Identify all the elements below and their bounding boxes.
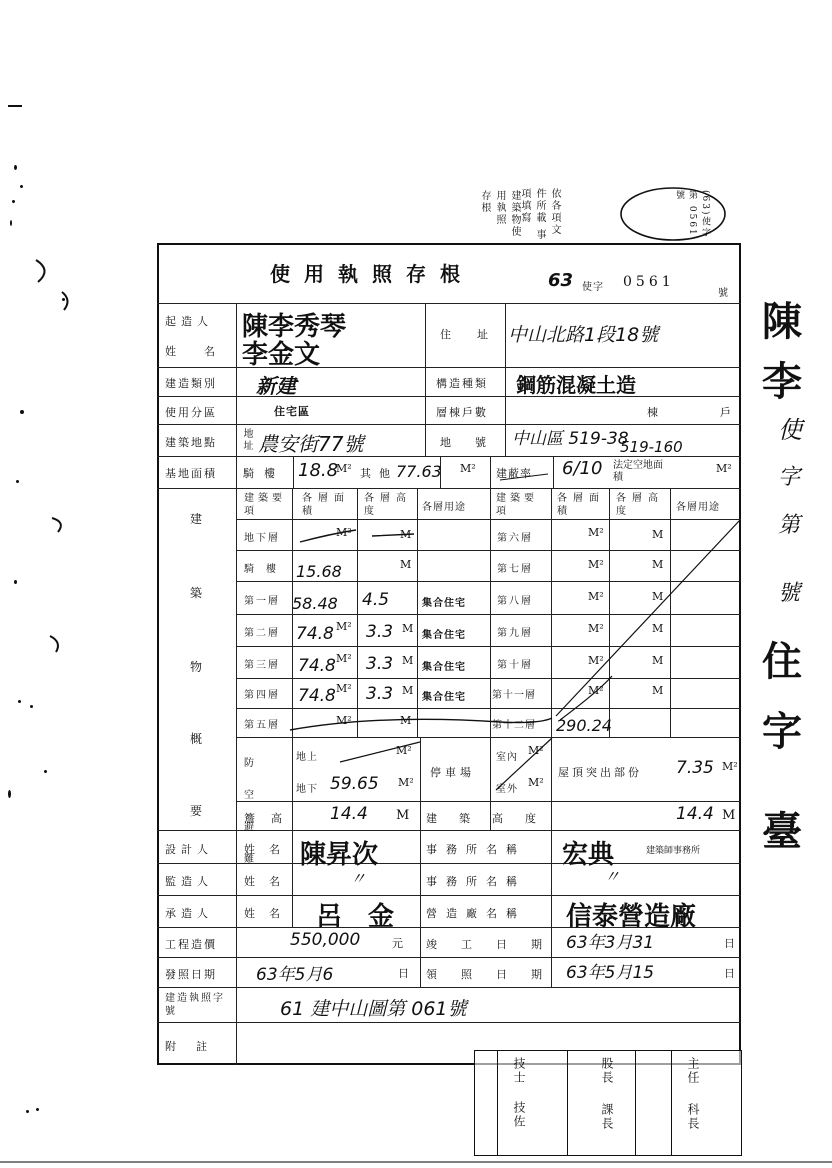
third-floor-height: 3.3 (366, 654, 394, 674)
section-side-2: 築 (190, 586, 208, 600)
second-floor-height: 3.3 (366, 622, 394, 642)
arcade-unit: M² (336, 462, 352, 475)
section-side-5: 要 (190, 804, 208, 818)
designer-name-label: 姓名 (244, 843, 294, 856)
section-side-4: 概 (190, 732, 208, 746)
floor-11: 第十一層 (492, 690, 536, 701)
col-area-left: 各層面積 (302, 493, 350, 517)
lot-value-1: 中山區 519-38 (512, 429, 629, 449)
designer-label: 設計人 (165, 843, 213, 856)
floor-12: 第十二層 (492, 720, 536, 731)
eaves-unit: M (396, 808, 410, 823)
receive-date: 63年5月15 (566, 963, 655, 983)
contractor-name-label: 姓名 (244, 907, 294, 920)
floor-b1: 地下層 (244, 533, 280, 544)
build-type-value: 新建 (256, 374, 296, 398)
eaves-label: 簷高 (244, 812, 298, 825)
owner-name-1: 陳李秀琴 (242, 312, 347, 342)
coverage-label: 建蔽率 (496, 467, 532, 480)
number-prefix: 63 (548, 270, 574, 291)
first-floor-height: 4.5 (362, 590, 390, 610)
supervisor-name-label: 姓名 (244, 875, 294, 888)
floor-5: 第五層 (244, 720, 280, 731)
issue-day-unit: 日 (398, 967, 409, 980)
floor-9: 第九層 (497, 628, 533, 639)
designer-office: 宏典 (562, 840, 615, 870)
third-floor-area: 74.8 (298, 656, 336, 676)
floor-1: 第一層 (244, 596, 280, 607)
floor-3: 第三層 (244, 660, 280, 671)
arcade-label: 騎樓 (243, 467, 285, 480)
coverage-value: 6/10 (562, 458, 603, 479)
arcade-floor-area: 15.68 (296, 562, 342, 581)
use-zone-value: 住宅區 (274, 405, 310, 418)
structure-type-label: 構造種類 (436, 377, 488, 390)
completion-date: 63年3月31 (566, 933, 655, 953)
site-addr-label: 地址 (241, 428, 252, 452)
col-use-left: 各層用途 (422, 502, 466, 513)
site-address: 農安街77號 (258, 432, 364, 456)
owner-name-2: 李金文 (242, 340, 321, 370)
roof-area: 7.35 (676, 758, 714, 778)
form-title: 使用執照存根 (270, 262, 474, 286)
shelter-label-1: 防空避難 (244, 758, 268, 865)
floor-10: 第十層 (497, 660, 533, 671)
right-margin-text: 陳 李 使 字 第 號 住 字 臺 (762, 299, 802, 855)
other-unit: M² (460, 462, 476, 475)
fourth-floor-height: 3.3 (366, 684, 394, 704)
col-area-right: 各層面積 (557, 493, 605, 517)
base-area-label: 基地面積 (165, 467, 217, 480)
floor-2: 第二層 (244, 628, 280, 639)
total-floor-area: 290.24 (556, 716, 612, 735)
fourth-floor-use: 集合住宅 (422, 692, 466, 703)
completion-label: 竣工日期 (426, 938, 566, 951)
second-floor-use: 集合住宅 (422, 630, 466, 641)
supervisor-name: 〃 (350, 869, 367, 888)
build-type-label: 建造類別 (165, 377, 217, 390)
col-height-left: 各層高度 (364, 493, 412, 517)
shelter-below-unit: M² (398, 776, 414, 789)
lot-label: 地號 (440, 436, 510, 449)
issue-date: 63年5月6 (256, 965, 334, 985)
floor-6: 第六層 (497, 533, 533, 544)
bldg-height-label: 建築高度 (426, 812, 558, 825)
parking-out-label: 室外 (496, 784, 518, 795)
parking-in-label: 室內 (496, 752, 518, 763)
receive-date-label: 領照日期 (426, 968, 566, 981)
other-area: 77.63 (396, 462, 442, 481)
parking-out-unit: M² (528, 776, 544, 789)
contractor-label: 承造人 (165, 907, 213, 920)
shelter-below-area: 59.65 (330, 774, 379, 794)
bldg-height-value: 14.4 (676, 804, 714, 824)
number-mid: 使字 (582, 282, 604, 293)
designer-office-stamp: 建築師事務所 (646, 846, 701, 856)
owner-name-label: 姓名 (165, 345, 243, 358)
roof-label: 屋頂突出部份 (558, 766, 642, 779)
use-zone-label: 使用分區 (165, 406, 217, 419)
top-approval-stamp: 建築物使用執照 存根 依各項文件所載 事項填寫 (63)使字第 0561 號 (504, 186, 732, 242)
permit-no: 61 建中山圖第 061號 (280, 998, 467, 1020)
floor-4: 第四層 (244, 690, 280, 701)
cost-unit: 元 (392, 937, 403, 950)
fourth-floor-area: 74.8 (298, 686, 336, 706)
cost-label: 工程造價 (165, 938, 217, 951)
floor-8: 第八層 (497, 596, 533, 607)
shelter-below-label: 地下 (296, 784, 318, 795)
supervisor-label: 監造人 (165, 875, 213, 888)
supervisor-office: 〃 (604, 867, 621, 886)
shelter-above-unit: M² (396, 744, 412, 757)
legal-open-space-label: 法定空地面積 (613, 460, 663, 483)
col-item-left: 建築要項 (244, 493, 286, 517)
section-side-3: 物 (190, 660, 208, 674)
owner-label: 起造人 (165, 315, 213, 328)
contractor-firm: 信泰營造廠 (566, 902, 697, 932)
floors-unit: 棟 (647, 406, 663, 419)
remarks-label: 附註 (165, 1040, 227, 1053)
designer-office-label: 事務所名稱 (426, 843, 526, 856)
legal-open-space-unit: M² (716, 462, 732, 475)
structure-type-value: 鋼筋混凝土造 (516, 373, 636, 397)
second-floor-area: 74.8 (296, 624, 334, 644)
contractor-firm-label: 營造廠名稱 (426, 907, 526, 920)
receive-day-unit: 日 (724, 967, 735, 980)
first-floor-use: 集合住宅 (422, 598, 466, 609)
number-suffix: 號 (718, 288, 731, 299)
section-side-1: 建 (190, 512, 208, 526)
shelter-above-label: 地上 (296, 752, 318, 763)
third-floor-use: 集合住宅 (422, 662, 466, 673)
units-unit: 戶 (720, 406, 736, 419)
bldg-height-unit: M (722, 808, 736, 823)
lot-value-2: 519-160 (620, 438, 683, 456)
col-use-right: 各層用途 (676, 502, 720, 513)
arcade-area: 18.8 (298, 460, 339, 481)
contractor-name: 呂金 (316, 902, 421, 932)
permit-no-label: 建造執照字號 (165, 993, 225, 1017)
floor-7: 第七層 (497, 564, 533, 575)
number-value: 0561 (623, 274, 675, 290)
col-item-right: 建築要項 (496, 493, 538, 517)
issue-date-label: 發照日期 (165, 968, 217, 981)
supervisor-office-label: 事務所名稱 (426, 875, 526, 888)
bottom-approval-box: 技士 技佐 股長 課長 主任 科長 (474, 1050, 742, 1156)
first-floor-area: 58.48 (292, 594, 338, 613)
other-label: 其他 (360, 467, 398, 480)
site-label: 建築地點 (165, 436, 217, 449)
designer-name: 陳昇次 (300, 840, 379, 870)
cost-value: 550,000 (290, 930, 361, 950)
address-label: 住址 (440, 328, 514, 341)
parking-in-unit: M² (528, 744, 544, 757)
completion-day-unit: 日 (724, 937, 735, 950)
eaves-height: 14.4 (330, 804, 368, 824)
col-height-right: 各層高度 (616, 493, 664, 517)
address-value: 中山北路1段18號 (508, 324, 659, 346)
roof-unit: M² (722, 760, 738, 773)
floors-units-label: 層棟戶數 (436, 406, 488, 419)
floor-arcade: 騎樓 (244, 564, 288, 575)
parking-label: 停車場 (430, 766, 475, 779)
